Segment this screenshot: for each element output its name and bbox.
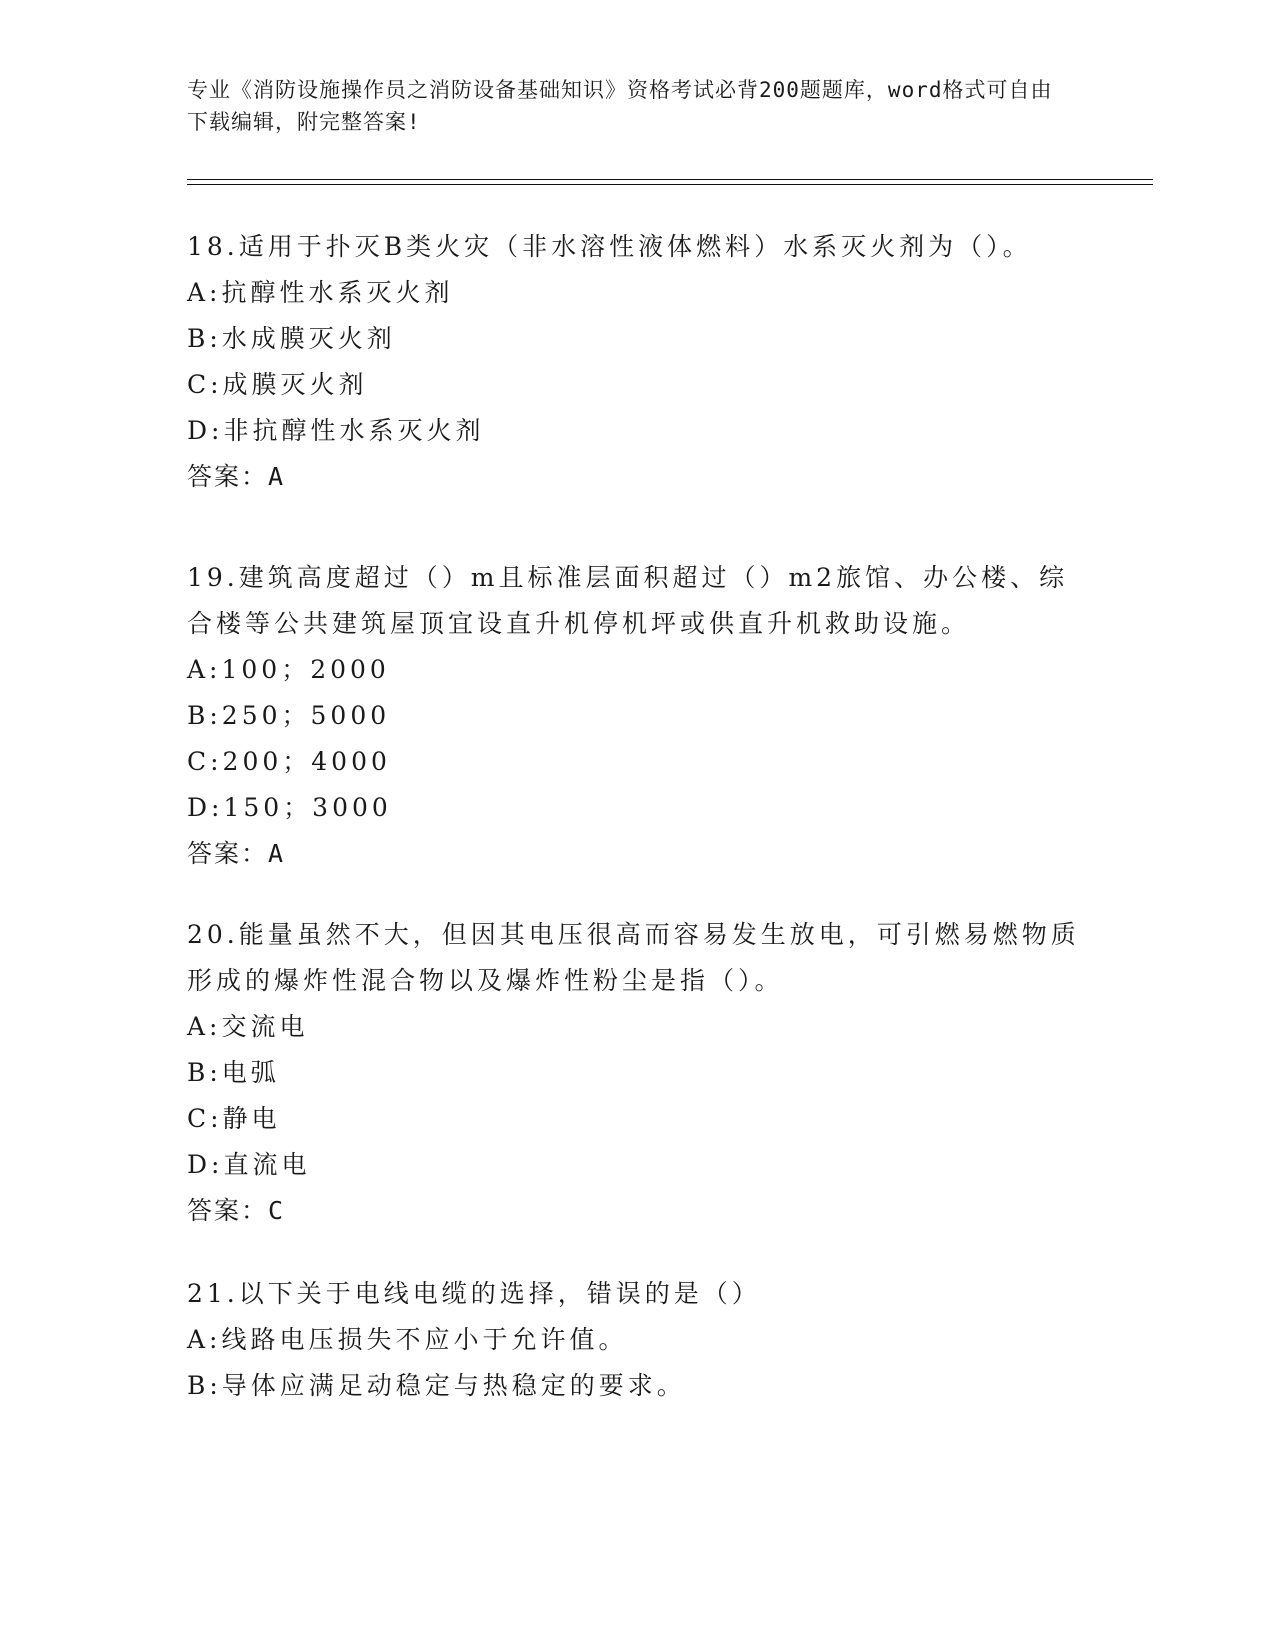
- question-21: [187, 1271, 1087, 1409]
- option-d: D:150；3000: [187, 793, 392, 822]
- answer-line: [187, 831, 1087, 877]
- question-stem: 18.适用于扑灭B类火灾（非水溶性液体燃料）水系灭火剂为（）。: [187, 232, 1032, 261]
- question-19: [187, 555, 1087, 877]
- answer-label: 答案：: [187, 839, 269, 868]
- option-c: C:静电: [187, 1104, 281, 1133]
- answer-label: 答案：: [187, 1196, 269, 1225]
- option-a: A:线路电压损失不应小于允许值。: [187, 1325, 628, 1354]
- option-b: B:电弧: [187, 1058, 280, 1087]
- option-b: B:水成膜灭火剂: [187, 324, 396, 353]
- question-stem: 19.建筑高度超过（）m且标准层面积超过（）m2旅馆、办公楼、综合楼等公共建筑屋顶宜设直升机停机坪或供直升机救助设施。: [187, 563, 1069, 638]
- option-d: D:直流电: [187, 1150, 311, 1179]
- option-c: C:200；4000: [187, 747, 391, 776]
- header-divider-bottom: [187, 184, 1153, 185]
- question-20: [187, 912, 1087, 1234]
- answer-value: C: [268, 1196, 285, 1225]
- answer-line: [187, 1188, 1087, 1234]
- option-b: B:250；5000: [187, 701, 391, 730]
- option-d: D:非抗醇性水系灭火剂: [187, 416, 485, 445]
- answer-line: [187, 454, 1087, 500]
- question-stem: 20.能量虽然不大，但因其电压很高而容易发生放电，可引燃易燃物质形成的爆炸性混合物以及爆炸性粉尘是指（）。: [187, 920, 1080, 995]
- answer-label: 答案：: [187, 462, 269, 491]
- answer-value: A: [268, 839, 285, 868]
- option-a: A:100；2000: [187, 655, 390, 684]
- question-18: [187, 224, 1087, 500]
- option-a: A:交流电: [187, 1012, 309, 1041]
- answer-value: A: [268, 462, 285, 491]
- question-stem: 21.以下关于电线电缆的选择，错误的是（）: [187, 1279, 761, 1308]
- document-header: 专业《消防设施操作员之消防设备基础知识》资格考试必背200题题库，word格式可自由下载编辑，附完整答案!: [187, 78, 1053, 134]
- header-divider-top: [187, 179, 1153, 180]
- option-b: B:导体应满足动稳定与热稳定的要求。: [187, 1371, 686, 1400]
- option-c: C:成膜灭火剂: [187, 370, 368, 399]
- option-a: A:抗醇性水系灭火剂: [187, 278, 454, 307]
